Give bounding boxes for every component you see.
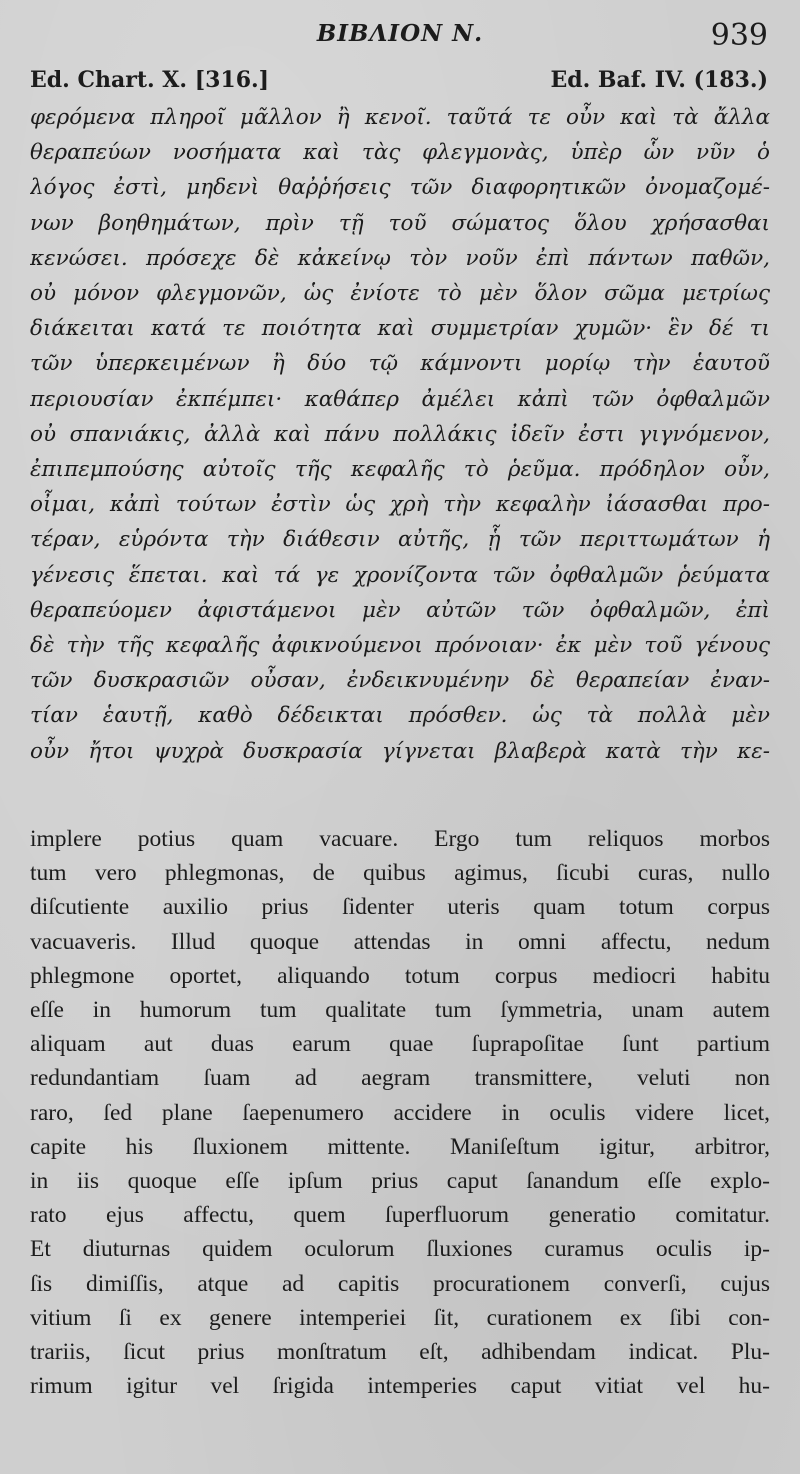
greek-line: οὐ μόνον φλεγμονῶν, ὡς ἐνίοτε τὸ μὲν ὅλον σῶμα μετρίως [30,281,770,307]
page-number: 939 [710,18,768,53]
edition-reference-line [30,67,768,99]
latin-line: phlegmone oportet, aliquando totum corpus mediocri habitu [30,962,770,989]
latin-line: capite his ſluxionem mittente. Maniſeſtum igitur, arbitror, [30,1133,770,1160]
latin-line: vacuaveris. Illud quoque attendas in omni affectu, nedum [30,928,770,955]
greek-line: λόγος ἐστὶ, μηδενὶ θαῤῥήσεις τῶν διαφορητικῶν ὀνομαζομέ- [30,175,770,201]
greek-line: διάκειται κατά τε ποιότητα καὶ συμμετρίαν χυμῶν· ἓν δέ τι [30,316,770,342]
book-title: ΒΙΒΛΙΟΝ Ν. [316,20,484,47]
latin-text-block [30,822,770,1403]
latin-line: rato ejus affectu, quem ſuperfluorum generatio comitatur. [30,1202,770,1229]
latin-line: Et diuturnas quidem oculorum ſluxiones curamus oculis ip- [30,1236,770,1263]
latin-line: redundantiam ſuam ad aegram transmittere, veluti non [30,1065,770,1092]
greek-line: ἐπιπεμπούσης αὐτοῖς τῆς κεφαλῆς τὸ ῥεῦμα. πρόδηλον οὖν, [30,457,770,483]
latin-line: vitium ſi ex genere intemperiei ſit, curationem ex ſibi con- [30,1304,770,1331]
latin-line: eſſe in humorum tum qualitate tum ſymmetria, unam autem [30,997,770,1024]
greek-line: γένεσις ἕπεται. καὶ τά γε χρονίζοντα τῶν ὀφθαλμῶν ῥεύματα [30,562,770,588]
edition-reference-basel: Ed. Baf. IV. (183.) [550,67,768,93]
greek-line: τίαν ἑαυτῇ, καθὸ δέδεικται πρόσθεν. ὡς τὰ πολλὰ μὲν [30,703,770,729]
running-head [0,18,800,58]
latin-line: ſis dimiſſis, atque ad capitis procurationem converſi, cujus [30,1270,770,1297]
latin-line: tum vero phlegmonas, de quibus agimus, ſicubi curas, nullo [30,860,770,887]
greek-line: περιουσίαν ἐκπέμπει· καθάπερ ἀμέλει κἀπὶ τῶν ὀφθαλμῶν [30,386,770,412]
latin-line: implere potius quam vacuare. Ergo tum reliquos morbos [30,826,770,852]
greek-line: θεραπεύομεν ἀφιστάμενοι μὲν αὐτῶν τῶν ὀφθαλμῶν, ἐπὶ [30,597,770,623]
edition-reference-chartier: Ed. Chart. X. [316.] [30,67,270,93]
latin-line: rimum igitur vel ſrigida intemperies caput vitiat vel hu- [30,1373,770,1400]
latin-line: aliquam aut duas earum quae ſuprapoſitae ſunt partium [30,1031,770,1058]
greek-line: κενώσει. πρόσεχε δὲ κἀκείνῳ τὸν νοῦν ἐπὶ πάντων παθῶν, [30,245,770,271]
greek-line: οὖν ἤτοι ψυχρὰ δυσκρασία γίγνεται βλαβερὰ κατὰ τὴν κε- [30,738,770,764]
greek-line: θεραπεύων νοσήματα καὶ τὰς φλεγμονὰς, ὑπὲρ ὧν νῦν ὁ [30,140,770,166]
latin-line: in iis quoque eſſe ipſum prius caput ſanandum eſſe explo- [30,1168,770,1195]
greek-line: τῶν ὑπερκειμένων ἢ δύο τῷ κάμνοντι μορίῳ τὴν ἑαυτοῦ [30,351,770,377]
greek-line: δὲ τὴν τῆς κεφαλῆς ἀφικνούμενοι πρόνοιαν· ἐκ μὲν τοῦ γένους [30,633,770,659]
greek-line: φερόμενα πληροῖ μᾶλλον ἢ κενοῖ. ταῦτά τε οὖν καὶ τὰ ἄλλα [30,105,770,130]
latin-line: raro, ſed plane ſaepenumero accidere in oculis videre licet, [30,1099,770,1126]
greek-line: τέραν, εὑρόντα τὴν διάθεσιν αὐτῆς, ᾗ τῶν περιττωμάτων ἡ [30,527,770,553]
greek-line: οὐ σπανιάκις, ἀλλὰ καὶ πάνυ πολλάκις ἰδεῖν ἐστι γιγνόμενον, [30,421,770,447]
greek-line: νων βοηθημάτων, πρὶν τῇ τοῦ σώματος ὅλου χρήσασθαι [30,210,770,236]
latin-line: diſcutiente auxilio prius ſidenter uteris quam totum corpus [30,894,770,921]
latin-line: trariis, ſicut prius monſtratum eſt, adhibendam indicat. Plu- [30,1339,770,1366]
greek-line: οἶμαι, κἀπὶ τούτων ἐστὶν ὡς χρὴ τὴν κεφαλὴν ἰάσασθαι προ- [30,492,770,518]
greek-text-block [30,100,770,769]
greek-line: τῶν δυσκρασιῶν οὖσαν, ἐνδεικνυμένην δὲ θεραπείαν ἐναν- [30,668,770,694]
